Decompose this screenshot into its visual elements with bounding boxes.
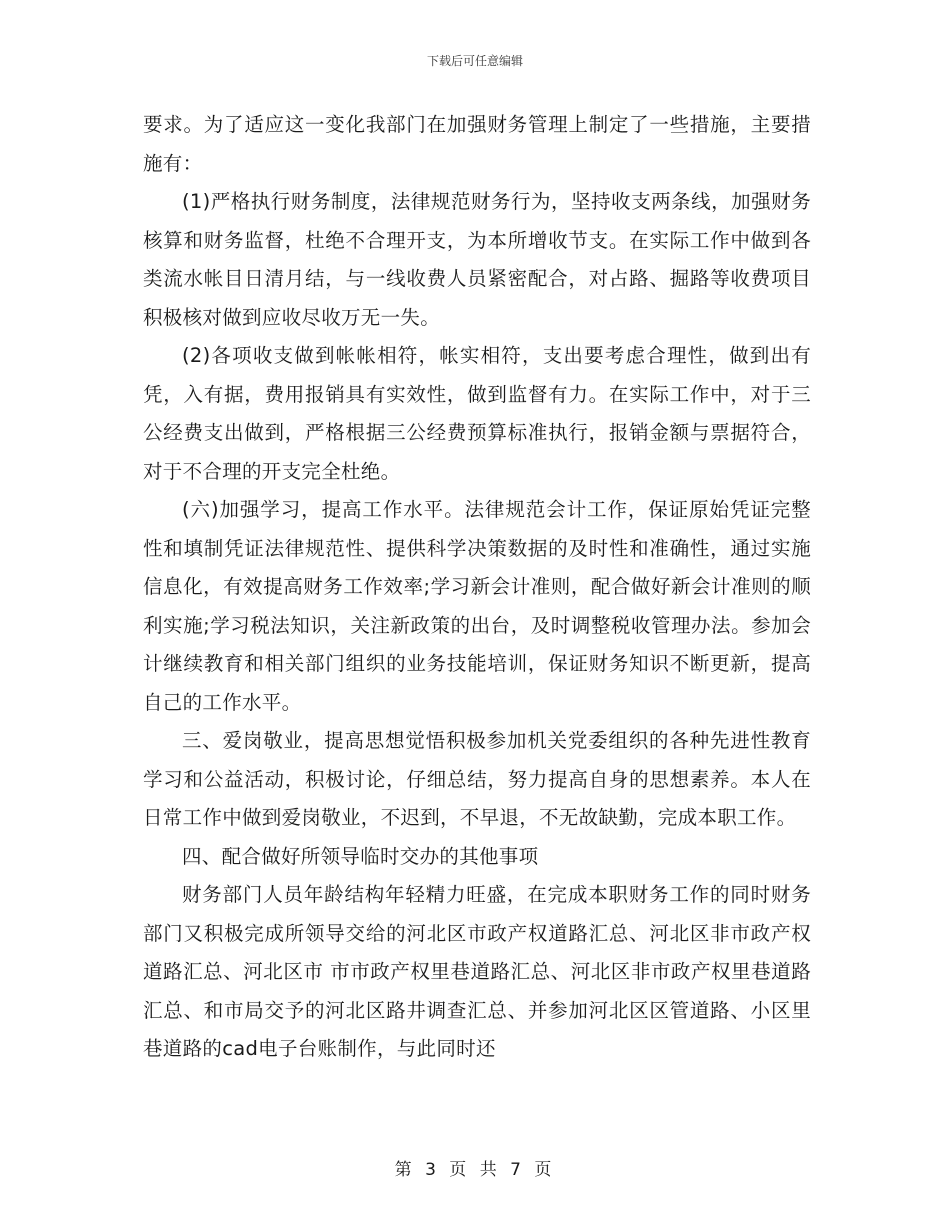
section-heading-other-tasks: 四、配合做好所领导临时交办的其他事项: [182, 844, 539, 868]
paragraph-measure-2: (2)各项收支做到帐帐相符，帐实相符，支出要考虑合理性，做到出有凭，入有据，费用报销具有实效性，做到监督有力。在实际工作中，对于三公经费支出做到，严格根据三公经费预算标准执行，报销金额与票据符合，对于不合理的开支完全杜绝。: [143, 344, 811, 483]
paragraph-other-tasks: 财务部门人员年龄结构年轻精力旺盛，在完成本职财务工作的同时财务部门又积极完成所领导交给的河北区市政产权道路汇总、河北区非市政产权道路汇总、河北区市 市市政产权里巷道路汇总、河北区非市政产权里巷道路汇总、和市局交予的河北区路井调查汇总、并参加河北区区管道路、小区里巷道路的cad电子台账制作，与此同时还: [143, 883, 811, 1060]
page-number-footer: 第 3 页 共 7 页: [394, 1160, 556, 1180]
paragraph-study-section: (六)加强学习，提高工作水平。法律规范会计工作，保证原始凭证完整性和填制凭证法律规范性、提供科学决策数据的及时性和准确性，通过实施信息化，有效提高财务工作效率;学习新会计准则，配合做好新会计准则的顺利实施;学习税法知识，关注新政策的出台，及时调整税收管理办法。参加会计继续教育和相关部门组织的业务技能培训，保证财务知识不断更新，提高自己的工作水平。: [143, 498, 811, 714]
paragraph-measure-1: (1)严格执行财务制度，法律规范财务行为，坚持收支两条线，加强财务核算和财务监督，杜绝不合理开支，为本所增收节支。在实际工作中做到各类流水帐目日清月结，与一线收费人员紧密配合，对占路、掘路等收费项目积极核对做到应收尽收万无一失。: [143, 190, 811, 329]
document-body: [143, 106, 811, 1069]
page-header-note: 下载后可任意编辑: [426, 54, 523, 68]
paragraph-dedication-section: 三、爱岗敬业，提高思想觉悟积极参加机关党委组织的各种先进性教育学习和公益活动，积极讨论，仔细总结，努力提高自身的思想素养。本人在日常工作中做到爱岗敬业，不迟到，不早退，不无故缺勤，完成本职工作。: [143, 729, 811, 829]
paragraph-requirements-intro: 要求。为了适应这一变化我部门在加强财务管理上制定了一些措施，主要措施有：: [143, 113, 811, 175]
